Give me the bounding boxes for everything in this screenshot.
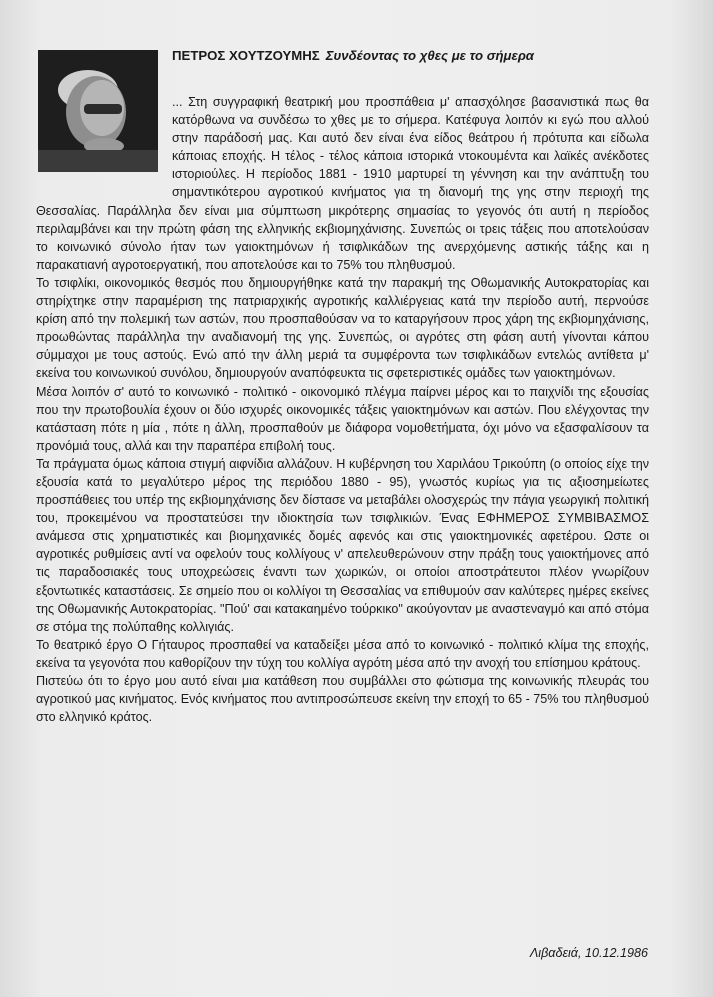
signature-place-date: Λιβαδειά, 10.12.1986 [529, 946, 648, 960]
page-heading [172, 47, 692, 65]
paragraph-6: Πιστεύω ότι το έργο μου αυτό είναι μια κατάθεση που συμβάλλει στο φώτισμα της κοινωνικής πλευράς του αγροτικού μας κινήματος. Ενός κινήματος που αντιπροσώπευσε εκείνη την εποχή το 65 - 75% του πληθυσμού στο ελληνικό κράτος. [36, 674, 649, 725]
paragraph-2: Το τσιφλίκι, οικονομικός θεσμός που δημιουργήθηκε κατά την παρακμή της Οθωμανικής Αυτοκρατορίας και στηρίχτηκε στην παραμέριση της πατριαρχικής αγροτικής καλλιέργειας κατά την περίοδο αυτή, περνούσε κρίση από την πολεμική των αστών, που προσπαθούσαν να το καταργήσουν προς χάρη της εκβιομηχάνισης, προωθώντας παράλληλα την αναδιανομή της γης. Συνεπώς, οι αγρότες στη φάση αυτή γίνονται κάπου σύμμαχοι με τους αστούς. Ενώ από την άλλη μεριά τα συμφέροντα των τσιφλικάδων εντελώς αντίθετα μ' εκείνα του κοινωνικού συνόλου, δημιουργούν αναπόφευκτα τις σφετεριστικές ομάδες των γαιοκτημόνων. [36, 275, 649, 381]
author-name: ΠΕΤΡΟΣ ΧΟΥΤΖΟΥΜΗΣ [172, 48, 320, 63]
body-text [36, 93, 649, 726]
paragraph-5: Το θεατρικό έργο Ο Γήταυρος προσπαθεί να καταδείξει μέσα από το κοινωνικό - πολιτικό κλίμα της εποχής, εκείνα τα γεγονότα που καθορίζουν την τύχη του κολλίγα αγρότη μέσα από την ανοχή του επίσημου κράτους. [36, 637, 649, 670]
paragraph-1: ... Στη συγγραφική θεατρική μου προσπάθεια μ' απασχόλησε βασανιστικά πως θα κατόρθωνα να συνδέσω το χθες με το σήμερα. Κατέφυγα λοιπόν κι εγώ που αλλού στην παράδοσή μας. Και αυτό δεν είναι ένα είδος θεάτρου ή πρότυπα και είδωλα κάποιας εποχής. Η τέλος - τέλος κάποια ιστορικά ντοκουμέντα και λαϊκές ανέκδοτες ιστοριούλες. Η περίοδος 1881 - 1910 μαρτυρεί τη γέννηση και την ανάπτυξη του σημαντικότερου αγροτικού κινήματος για τη διανομή της γης στην περιοχή της Θεσσαλίας. Παράλληλα δεν είναι μια σύμπτωση μικρότερης σημασίας το γεγονός ότι αυτή η περίοδος περιλαμβάνει και την πρώτη φάση της ελληνικής εκβιομηχάνισης. Συνεπώς οι τρεις τάξεις που αποτελούσαν το κοινωνικό σύνολο ήταν των γαιοκτημόνων ή τσιφλικάδων της ανερχόμενης αστικής τάξης και η παρακατιανή αγροτοεργατική, που αποτελούσε και το 75% του πληθυσμού. [36, 95, 649, 272]
paragraph-4: Τα πράγματα όμως κάποια στιγμή αιφνίδια αλλάζουν. Η κυβέρνηση του Χαριλάου Τρικούπη (ο οποίος είχε την εξουσία κατά το μεγαλύτερο μέρος της περιόδου 1880 - 95), γνωστός κυρίως για τις αξιοσημείωτες προσπάθειες του υπέρ της εκβιομηχάνισης δεν δίστασε να μεταβάλει ολοσχερώς την πάγια γεωργική πολιτική του, προκειμένου να προστατεύσει την ιδιοκτησία των τσιφλικιών. Ένας ΕΦΗΜΕΡΟΣ ΣΥΜΒΙΒΑΣΜΟΣ ανάμεσα στις χρηματιστικές και βιομηχανικές δομές αφενός και στις γαιοκτημονικές αφετέρου. Ωστε οι αγροτικές ρυθμίσεις αντί να οφελούν τους κολλίγους ν' απελευθερώνουν στην πράξη τους γαιοκτήμονες από τις παραδοσιακές τους υποχρεώσεις έναντι των χωρικών, οι οποίοι αποστράτευτοι πλέον γνωρίζουν εξοντωτικές καταστάσεις. Σε σημείο που οι κολλίγοι τη Θεσσαλίας να επιθυμούν σαν καλύτερες ημέρες εκείνες της Οθωμανικής Αυτοκρατορίας. "Πού' σαι κατακαημένο τούρκικο" ακούγονταν με αναστεναγμό και από στόμα σε στόμα της πολύπαθης κολλιγιάς. [36, 456, 649, 634]
paragraph-3: Μέσα λοιπόν σ' αυτό το κοινωνικό - πολιτικό - οικονομικό πλέγμα παίρνει μέρος και το παιχνίδι της εξουσίας που την πρωτοβουλία έχουν οι δύο ισχυρές οικονομικές τάξεις γαιοκτημόνων και αστών. Που ελέγχοντας την κατάσταση πότε η μία , πότε η άλλη, προσπαθούν με διάφορα νομοθετήματα, όχι μόνο να εξασφαλίσουν τα προνόμιά τους, αλλά και την παραπέρα επιβολή τους. [36, 384, 649, 453]
article-title: Συνδέοντας το χθες με το σήμερα [325, 48, 534, 63]
